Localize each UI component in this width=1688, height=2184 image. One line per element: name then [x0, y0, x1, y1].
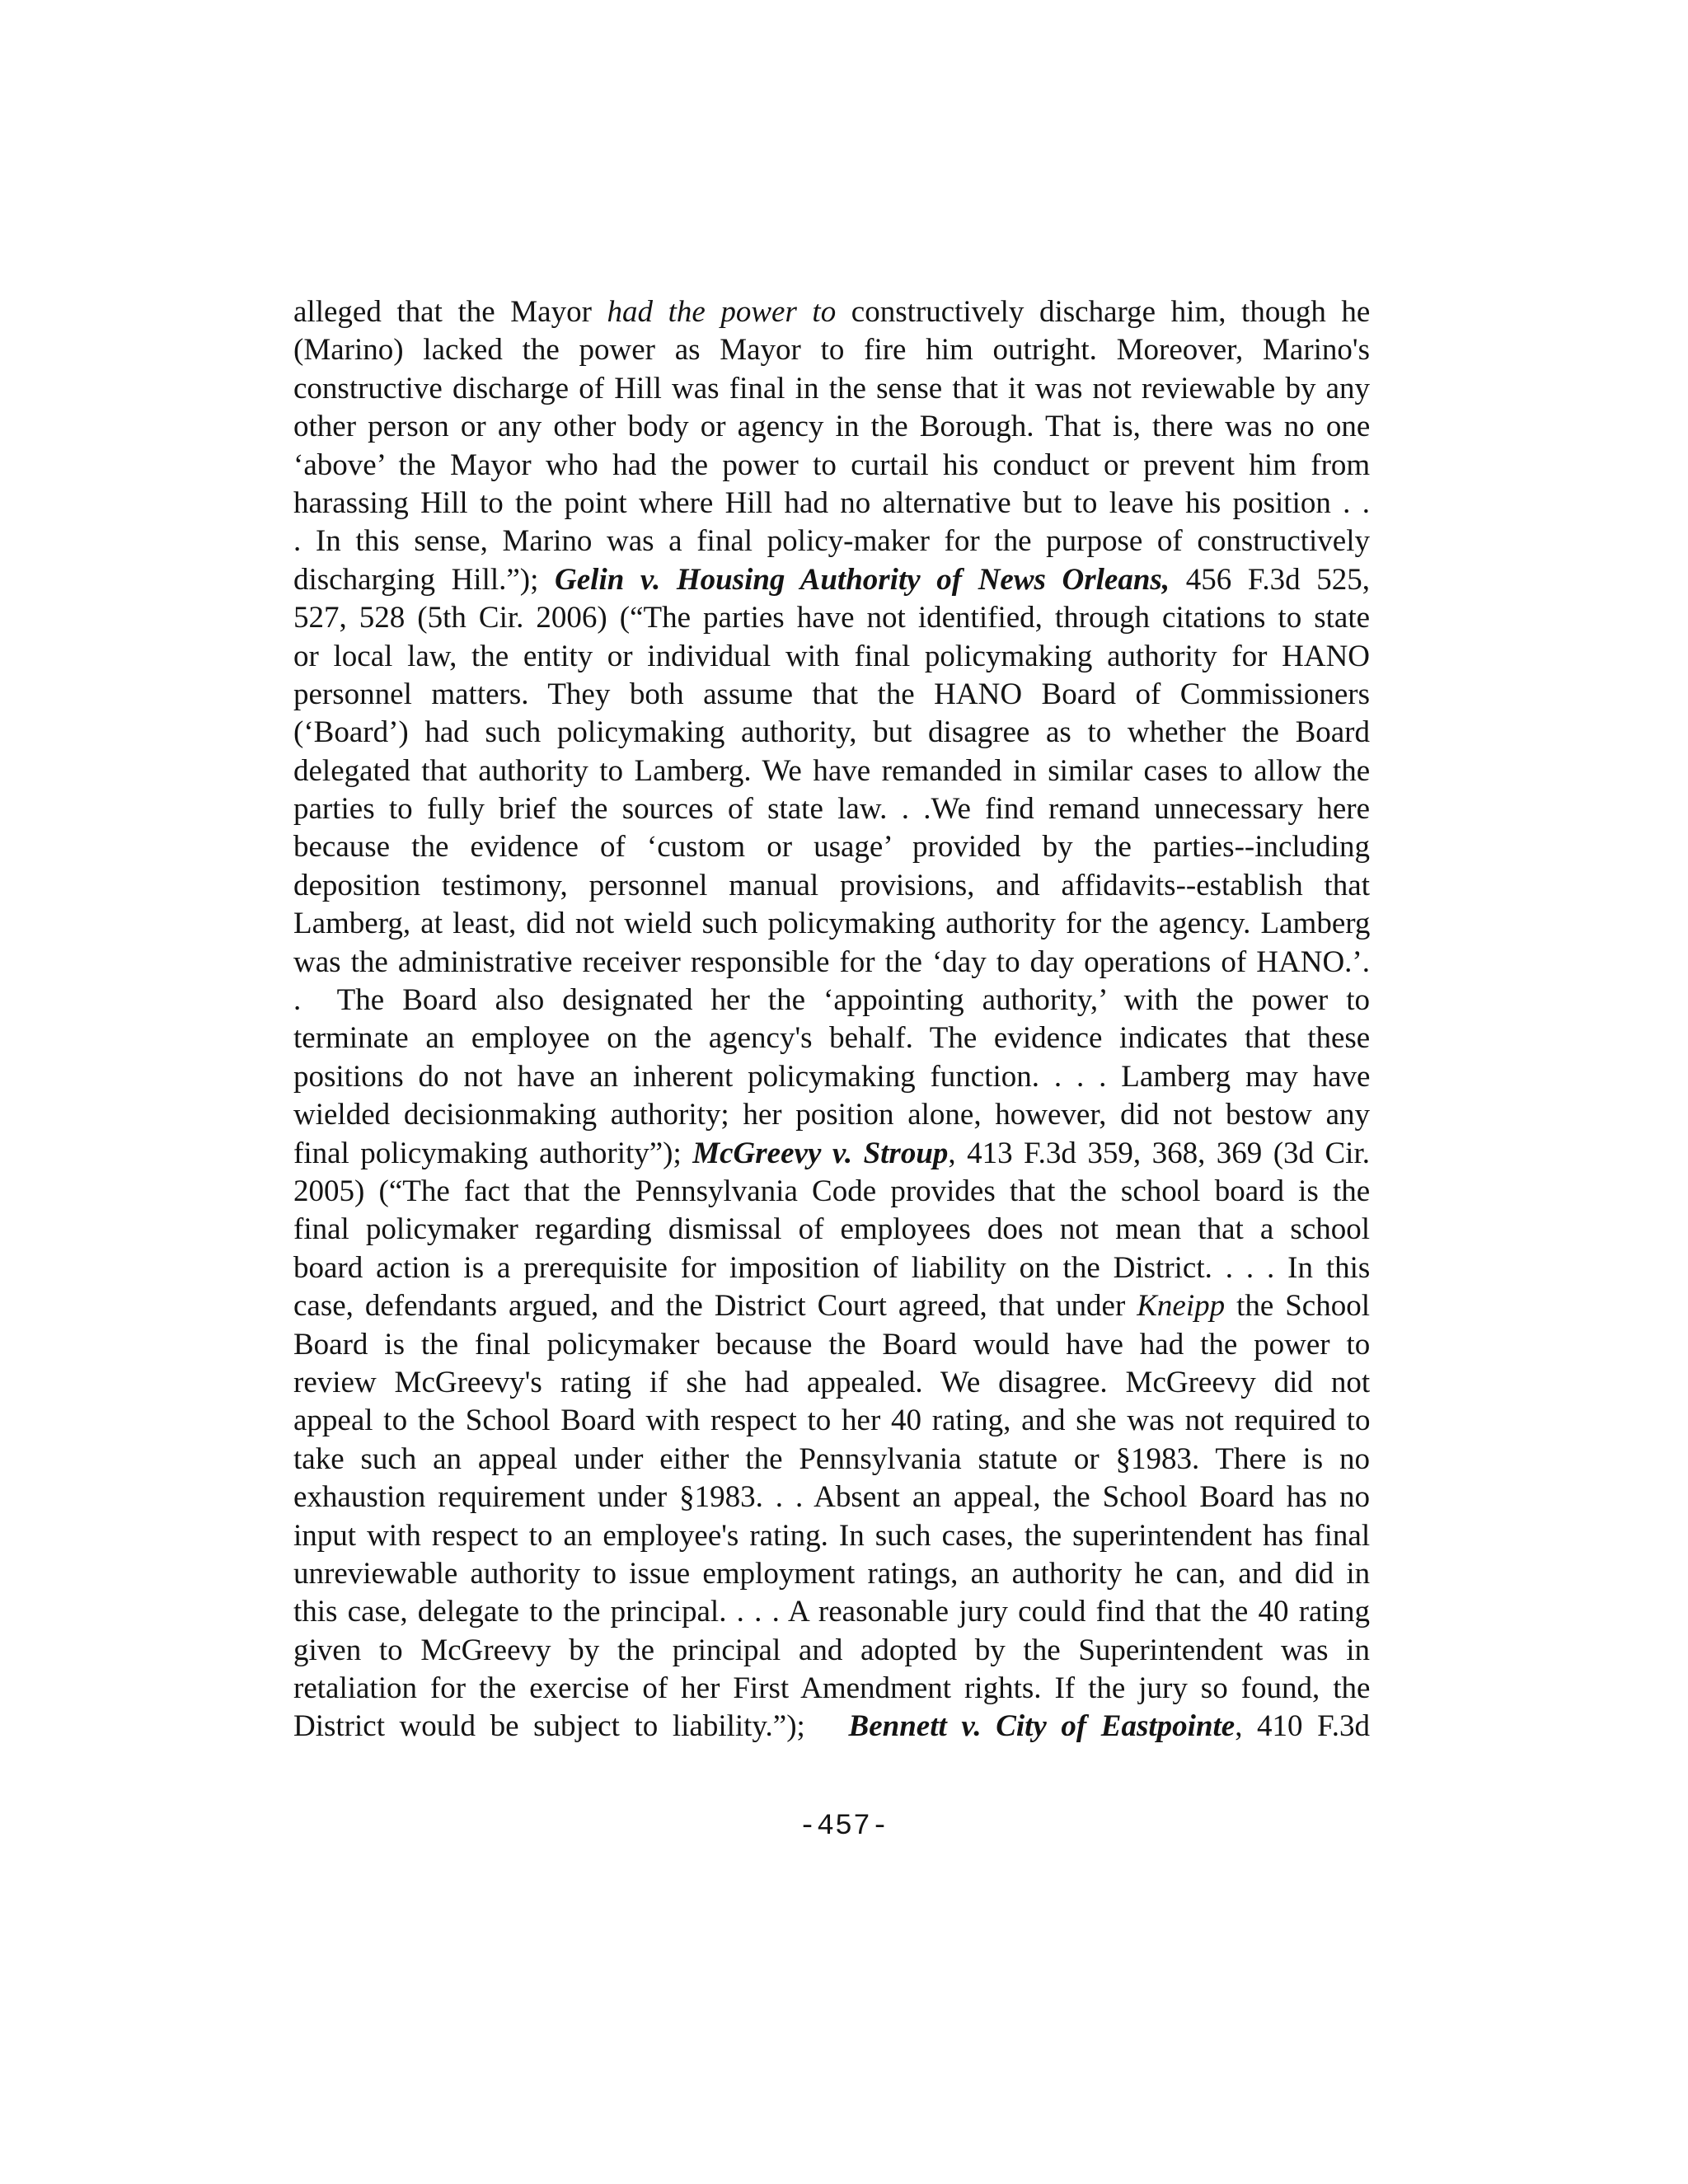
body-text	[293, 293, 1370, 1746]
text-line	[293, 1555, 1370, 1593]
text-line	[293, 1019, 1370, 1057]
text-run: . The Board also designated her the ‘appointing authority,’ with the power to	[293, 983, 1370, 1018]
text-line	[293, 752, 1370, 790]
text-line	[293, 1058, 1370, 1096]
text-line	[293, 1593, 1370, 1631]
text-line	[293, 1287, 1370, 1325]
text-line	[293, 944, 1370, 982]
text-line	[293, 1708, 1370, 1746]
text-line	[293, 1479, 1370, 1516]
text-run: the School	[1225, 1289, 1370, 1324]
text-run: unreviewable authority to issue employment ratings, an authority he can, and did in	[293, 1556, 1371, 1591]
text-line	[293, 1135, 1370, 1173]
text-run: because the evidence of ‘custom or usage’ provided by the parties--including	[293, 830, 1370, 865]
text-line	[293, 982, 1370, 1019]
emphasis-text: Kneipp	[1137, 1289, 1226, 1324]
text-run: discharging Hill.”);	[293, 562, 556, 597]
text-line	[293, 599, 1370, 637]
text-line	[293, 485, 1370, 523]
text-run: District would be subject to liability.”);	[293, 1709, 849, 1744]
text-line	[293, 714, 1370, 752]
text-run: (‘Board’) had such policymaking authority, but disagree as to whether the Board	[293, 715, 1370, 750]
text-line	[293, 1517, 1370, 1555]
text-run: constructively discharge him, though he	[836, 295, 1371, 329]
text-line	[293, 1326, 1370, 1364]
text-line	[293, 331, 1370, 369]
text-line	[293, 293, 1370, 331]
text-line	[293, 1211, 1370, 1249]
text-line	[293, 638, 1370, 676]
text-line	[293, 905, 1370, 943]
text-line	[293, 1096, 1370, 1134]
text-run: delegated that authority to Lamberg. We have remanded in similar cases to allow the	[293, 753, 1371, 788]
text-run: review McGreevy's rating if she had appealed. We disagree. McGreevy did not	[293, 1365, 1371, 1399]
text-line	[293, 408, 1370, 446]
text-run: other person or any other body or agency in the Borough. That is, there was no one	[293, 410, 1371, 444]
text-run: Lamberg, at least, did not wield such policymaking authority for the agency. Lamberg	[293, 907, 1371, 941]
text-run: Board is the final policymaker because the Board would have had the power to	[293, 1327, 1371, 1361]
text-run: exhaustion requirement under §1983. . . Absent an appeal, the School Board has no	[293, 1480, 1370, 1515]
text-run: 456 F.3d 525,	[1170, 562, 1371, 597]
text-run: wielded decisionmaking authority; her position alone, however, did not bestow any	[293, 1098, 1370, 1132]
case-citation: McGreevy v. Stroup	[692, 1136, 949, 1170]
text-run: , 410 F.3d	[1235, 1709, 1370, 1744]
text-run: harassing Hill to the point where Hill had no alternative but to leave his position . .	[293, 485, 1370, 520]
text-line	[293, 523, 1370, 560]
text-run: or local law, the entity or individual with final policymaking authority for HANO	[293, 639, 1371, 673]
text-run: , 413 F.3d 359, 368, 369 (3d Cir.	[948, 1136, 1370, 1170]
text-run: terminate an employee on the agency's behalf. The evidence indicates that these	[293, 1021, 1371, 1056]
text-line	[293, 1402, 1370, 1440]
text-line	[293, 1632, 1370, 1670]
text-run: (Marino) lacked the power as Mayor to fire him outright. Moreover, Marino's	[293, 333, 1370, 368]
text-run: given to McGreevy by the principal and adopted by the Superintendent was in	[293, 1633, 1371, 1667]
text-run: deposition testimony, personnel manual provisions, and affidavits--establish that	[293, 868, 1370, 902]
text-run: final policymaking authority”);	[293, 1136, 693, 1170]
text-run: retaliation for the exercise of her First Amendment rights. If the jury so found, the	[293, 1671, 1371, 1706]
text-line	[293, 1364, 1370, 1402]
text-run: take such an appeal under either the Pennsylvania statute or §1983. There is no	[293, 1441, 1370, 1476]
text-line	[293, 1249, 1370, 1287]
text-run: final policymaker regarding dismissal of employees does not mean that a school	[293, 1212, 1370, 1247]
text-line	[293, 790, 1370, 828]
case-citation: Gelin v. Housing Authority of News Orleans,	[555, 562, 1170, 597]
text-run: alleged that the Mayor	[293, 295, 607, 329]
text-run: board action is a prerequisite for imposition of liability on the District. . . . In this	[293, 1250, 1371, 1285]
text-run: personnel matters. They both assume that the HANO Board of Commissioners	[293, 677, 1370, 711]
text-line	[293, 370, 1370, 408]
text-run: appeal to the School Board with respect to her 40 rating, and she was not required to	[293, 1404, 1371, 1438]
page-number: -457-	[798, 1810, 890, 1843]
text-line	[293, 447, 1370, 485]
text-line	[293, 676, 1370, 714]
text-run: 2005) (“The fact that the Pennsylvania Code provides that the school board is the	[293, 1174, 1371, 1208]
text-line	[293, 1441, 1370, 1479]
text-line	[293, 561, 1370, 599]
text-run: was the administrative receiver responsible for the ‘day to day operations of HANO.’.	[293, 944, 1370, 979]
text-run: positions do not have an inherent policymaking function. . . . Lamberg may have	[293, 1059, 1371, 1094]
case-citation: Bennett v. City of Eastpointe	[848, 1709, 1236, 1744]
text-run: . In this sense, Marino was a final policy-maker for the purpose of constructively	[293, 524, 1370, 559]
text-run: 527, 528 (5th Cir. 2006) (“The parties have not identified, through citations to state	[293, 601, 1371, 635]
emphasis-text: had the power to	[607, 295, 837, 329]
text-run: this case, delegate to the principal. . . . A reasonable jury could find that the 40 rating	[293, 1595, 1370, 1629]
text-run: case, defendants argued, and the District Court agreed, that under	[293, 1289, 1137, 1324]
text-run: ‘above’ the Mayor who had the power to curtail his conduct or prevent him from	[293, 448, 1371, 482]
text-line	[293, 1173, 1370, 1211]
text-line	[293, 867, 1370, 905]
text-run: constructive discharge of Hill was final in the sense that it was not reviewable by any	[293, 371, 1371, 405]
text-line	[293, 828, 1370, 866]
text-run: input with respect to an employee's rating. In such cases, the superintendent has final	[293, 1518, 1371, 1553]
text-run: parties to fully brief the sources of state law. . .We find remand unnecessary here	[293, 792, 1370, 827]
text-line	[293, 1670, 1370, 1708]
